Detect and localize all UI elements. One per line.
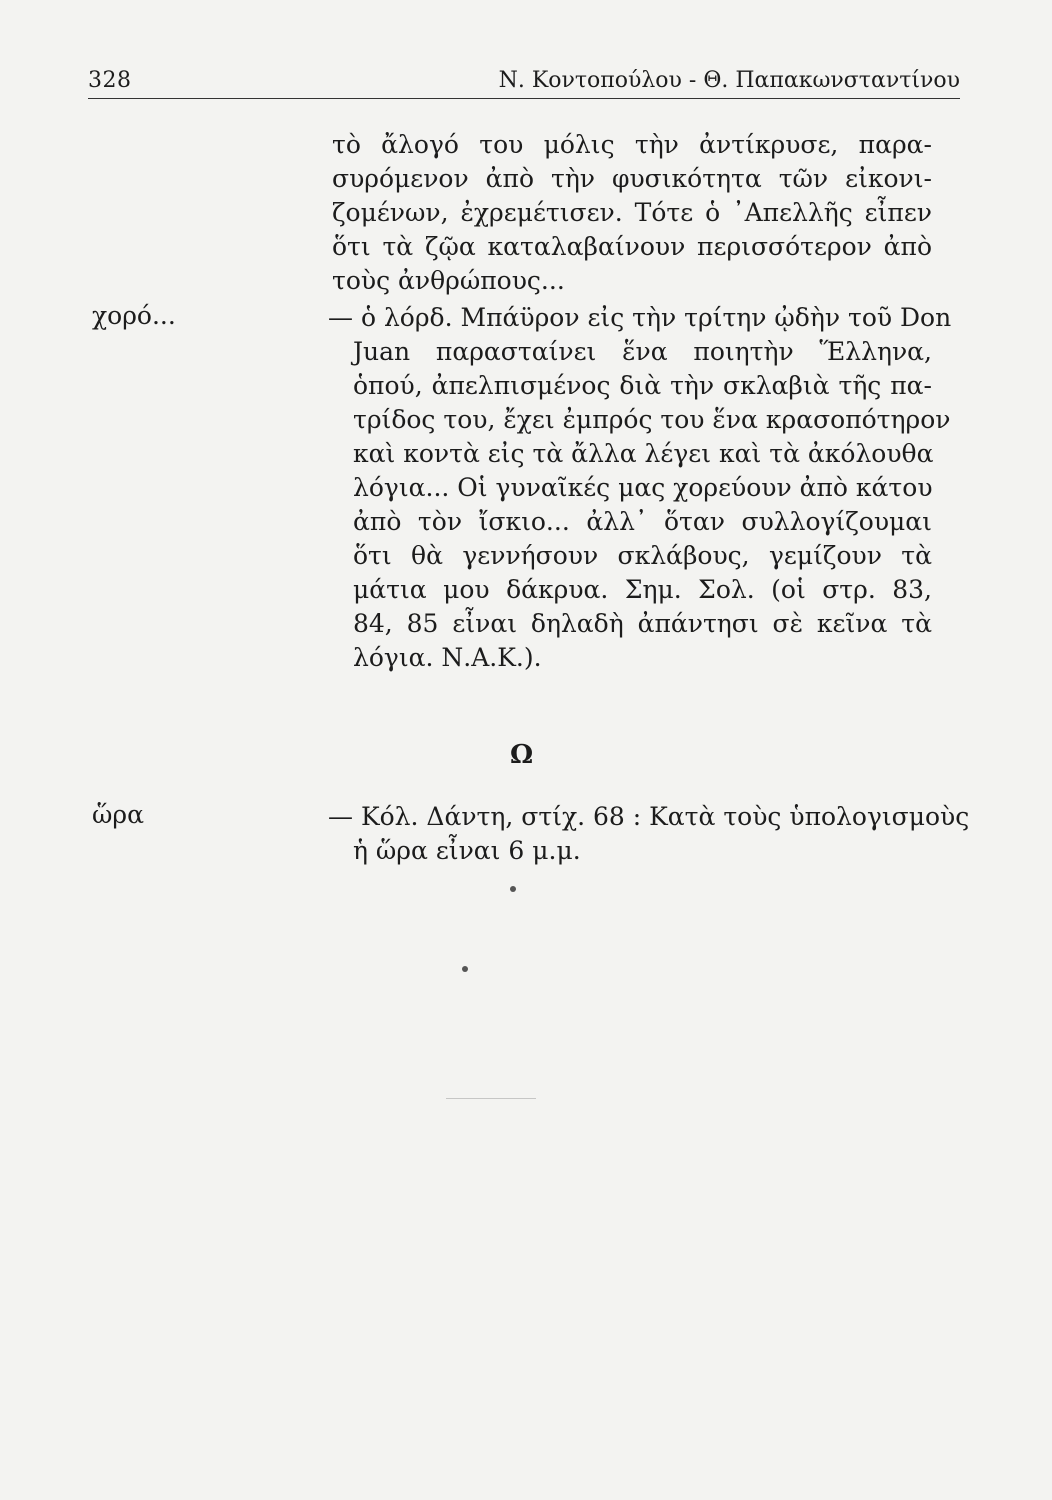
gloss-line: — ὁ λόρδ. Μπάϋρον εἰς τὴν τρίτην ᾠδὴν τοῦ Don <box>328 303 952 332</box>
page-header <box>88 62 960 102</box>
gloss-line: ὁπού, ἀπελπισμένος διὰ τὴν σκλαβιὰ τῆς πα- <box>353 371 932 400</box>
gloss-line: τρίδος του, ἔχει ἐμπρός του ἕνα κρασοπότηρον <box>353 405 951 434</box>
ink-speck <box>510 886 516 892</box>
entry-gloss <box>332 128 932 298</box>
gloss-line: μάτια μου δάκρυα. Σημ. Σολ. (οἱ στρ. 83, <box>353 575 932 604</box>
gloss-line: Juan παρασταίνει ἕνα ποιητὴν Ἕλληνα, <box>353 337 932 366</box>
ink-speck <box>462 966 468 972</box>
gloss-line: συρόμενον ἀπὸ τὴν φυσικότητα τῶν εἰκονι- <box>332 164 932 193</box>
entry-gloss <box>328 800 970 868</box>
entry-gloss <box>328 301 952 675</box>
running-head: Ν. Κοντοπούλου - Θ. Παπακωνσταντίνου <box>498 68 960 93</box>
page-number: 328 <box>88 68 132 93</box>
header-rule <box>88 98 960 99</box>
faint-rule <box>446 1098 536 1099</box>
gloss-line: ἡ ὥρα εἶναι 6 μ.μ. <box>353 836 581 865</box>
gloss-line: ὅτι θὰ γεννήσουν σκλάβους, γεμίζουν τὰ <box>353 541 932 570</box>
entry-headword: ὥρα <box>92 800 144 829</box>
gloss-line: καὶ κοντὰ εἰς τὰ ἄλλα λέγει καὶ τὰ ἀκόλουθα <box>353 439 934 468</box>
gloss-line: ὅτι τὰ ζῷα καταλαβαίνουν περισσότερον ἀπὸ <box>332 232 932 261</box>
gloss-line: λόγια. Ν.Α.Κ.). <box>353 643 542 672</box>
entry-headword: χορό... <box>92 301 176 330</box>
section-letter-heading: Ω <box>510 740 534 770</box>
gloss-line: 84, 85 εἶναι δηλαδὴ ἀπάντησι σὲ κεῖνα τὰ <box>353 609 932 638</box>
gloss-line: ἀπὸ τὸν ἴσκιο... ἀλλ᾿ ὅταν συλλογίζουμαι <box>353 507 932 536</box>
gloss-line: τὸ ἄλογό του μόλις τὴν ἀντίκρυσε, παρα- <box>332 130 932 159</box>
gloss-line: — Κόλ. Δάντη, στίχ. 68 : Κατὰ τοὺς ὑπολογισμοὺς <box>328 802 970 831</box>
gloss-line: λόγια... Οἱ γυναῖκές μας χορεύουν ἀπὸ κάτου <box>353 473 933 502</box>
gloss-line: τοὺς ἀνθρώπους... <box>332 266 565 295</box>
gloss-line: ζομένων, ἐχρεμέτισεν. Τότε ὁ ᾿Απελλῆς εἶπεν <box>332 198 932 227</box>
